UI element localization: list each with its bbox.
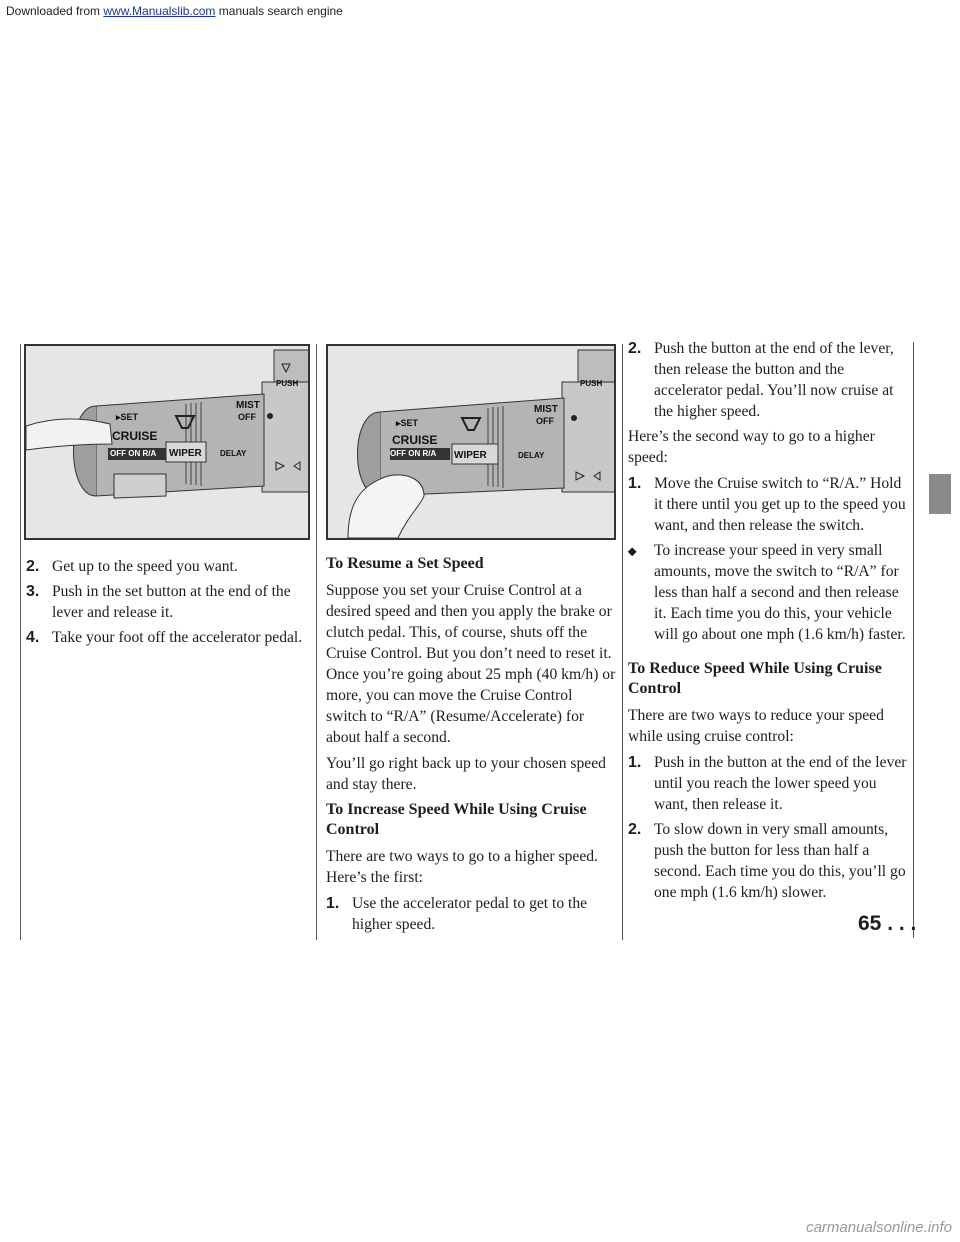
right-column xyxy=(628,338,910,907)
list-item xyxy=(26,556,308,577)
cruise-label-2: CRUISE xyxy=(392,433,438,447)
item-text: To slow down in very small amounts, push the button for less than half a second. Each time you do this, you’ll go one mph (1.6 km/h) slower. xyxy=(654,821,906,901)
off-label: OFF xyxy=(238,412,256,422)
item-text: Push the button at the end of the lever, then release the button and the accelerator pedal. You’ll now cruise at the higher speed. xyxy=(654,340,894,420)
reduce-heading: To Reduce Speed While Using Cruise Control xyxy=(628,660,882,697)
off-on-ra-label: OFF ON R/A xyxy=(110,449,157,458)
right-column-rule xyxy=(622,344,623,940)
manualslib-link[interactable]: www.Manualslib.com xyxy=(103,4,216,18)
resume-paragraph-2: You’ll go right back up to your chosen speed and stay there. xyxy=(326,755,606,793)
list-item xyxy=(628,819,910,903)
diamond-bullet-icon: ⬥ xyxy=(628,544,637,558)
push-label: PUSH xyxy=(276,379,299,388)
cruise-lever-resume-illustration xyxy=(328,346,614,538)
list-item xyxy=(628,473,910,536)
cruise-lever-illustration xyxy=(26,346,308,538)
list-item xyxy=(326,893,616,935)
page-number: 65 . . . xyxy=(858,912,917,935)
item-number: 1. xyxy=(326,895,340,912)
increase-heading: To Increase Speed While Using Cruise Control xyxy=(326,801,587,838)
left-column-rule xyxy=(20,344,21,940)
push-label-2: PUSH xyxy=(580,379,603,388)
increase-paragraph: There are two ways to go to a higher speed. Here’s the first: xyxy=(326,848,598,886)
item-number: 2. xyxy=(628,821,642,838)
banner-prefix: Downloaded from xyxy=(6,4,104,18)
item-text: Push in the button at the end of the lever until you reach the lower speed you want, then release it. xyxy=(654,754,907,813)
bullet-item xyxy=(628,540,910,645)
item-text: Use the accelerator pedal to get to the higher speed. xyxy=(352,895,588,933)
cruise-lever-figure-middle xyxy=(326,344,616,540)
list-item xyxy=(628,338,910,422)
item-number: 1. xyxy=(628,754,642,771)
manual-page xyxy=(0,258,960,948)
item-number: 4. xyxy=(26,629,40,646)
item-text: Push in the set button at the end of the lever and release it. xyxy=(52,583,291,621)
watermark: carmanualsonline.info xyxy=(806,1219,952,1236)
cruise-label: CRUISE xyxy=(112,429,158,443)
bullet-text: To increase your speed in very small amounts, move the switch to “R/A” for less than half a second and then release it. Each time you do this, your vehicle will go about one mph (1.6 km/h) faster. xyxy=(654,542,906,643)
off-on-ra-label-2: OFF ON R/A xyxy=(390,449,437,458)
middle-column xyxy=(326,554,616,939)
item-text: Take your foot off the accelerator pedal. xyxy=(52,629,303,646)
list-item xyxy=(26,581,308,623)
item-number: 3. xyxy=(26,583,40,600)
set-label: ▸SET xyxy=(116,412,139,422)
mist-label: MIST xyxy=(236,400,260,411)
off-label-2: OFF xyxy=(536,416,554,426)
set-label-2: ▸SET xyxy=(396,418,419,428)
item-number: 2. xyxy=(628,340,642,357)
item-number: 2. xyxy=(26,558,40,575)
section-tab xyxy=(929,474,951,514)
second-way-paragraph: Here’s the second way to go to a higher speed: xyxy=(628,428,875,466)
delay-label: DELAY xyxy=(220,449,247,458)
far-right-rule xyxy=(913,342,914,938)
wiper-label: WIPER xyxy=(169,448,202,459)
cruise-lever-figure-left xyxy=(24,344,310,540)
download-banner xyxy=(0,0,960,22)
resume-paragraph-1: Suppose you set your Cruise Control at a desired speed and then you apply the brake or clutch pedal. This, of course, shuts off the Cruise Control. But you don’t need to reset it. Once you’re going about 25 mph (40 km/h) or more, you can move the Cruise Control switch to “R/A” (Resume/Accelerate) for about half a second. xyxy=(326,582,616,746)
resume-heading: To Resume a Set Speed xyxy=(326,555,484,572)
mist-label-2: MIST xyxy=(534,404,558,415)
banner-suffix: manuals search engine xyxy=(215,4,343,18)
list-item xyxy=(628,752,910,815)
list-item xyxy=(26,627,308,648)
item-text: Move the Cruise switch to “R/A.” Hold it there until you get up to the speed you want, and then release the switch. xyxy=(654,475,906,534)
wiper-label-2: WIPER xyxy=(454,450,487,461)
left-column xyxy=(26,556,308,652)
item-number: 1. xyxy=(628,475,642,492)
item-text: Get up to the speed you want. xyxy=(52,558,238,575)
delay-label-2: DELAY xyxy=(518,451,545,460)
reduce-paragraph: There are two ways to reduce your speed while using cruise control: xyxy=(628,707,884,745)
center-column-rule xyxy=(316,344,317,940)
